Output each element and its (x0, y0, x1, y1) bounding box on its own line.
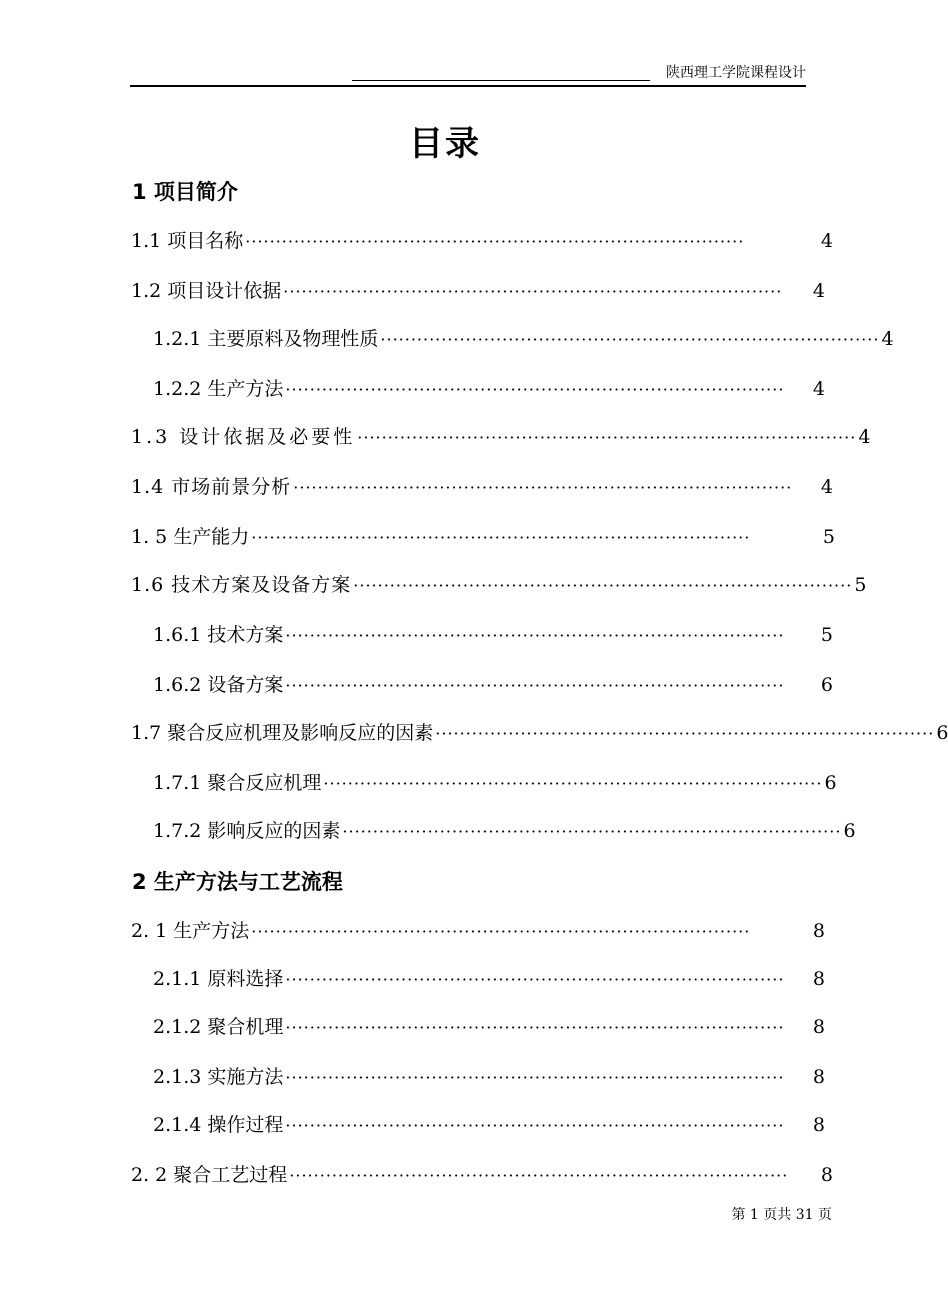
toc-entry-page: 6 (824, 772, 837, 794)
running-header: 陕西理工学院课程设计 (666, 65, 806, 81)
toc-entry-label: 2.1.4 操作过程 (153, 1114, 284, 1136)
toc-leader: ·················································································· (245, 232, 745, 251)
toc-entry-page: 8 (812, 1016, 825, 1038)
toc-leader: ·················································································· (285, 1018, 785, 1037)
toc-leader: ·················································································· (285, 970, 785, 989)
toc-entry-label: 1. 5 生产能力 (131, 526, 250, 548)
toc-entry-label: 1.4 市场前景分析 (131, 476, 292, 498)
toc-entry-page: 5 (820, 624, 833, 646)
toc-entry-label: 1.1 项目名称 (131, 230, 244, 252)
toc-leader: ·················································································· (285, 1068, 785, 1087)
toc-entry-label: 1.3 设计依据及必要性 (131, 426, 356, 448)
toc-entry-label: 2. 2 聚合工艺过程 (131, 1164, 288, 1186)
toc-entry-page: 4 (820, 476, 833, 498)
toc-entry-page: 8 (820, 1164, 833, 1186)
toc-entry-label: 1.7 聚合反应机理及影响反应的因素 (131, 722, 434, 744)
toc-leader: ·················································································· (285, 380, 785, 399)
toc-entry-label: 1.6.2 设备方案 (153, 674, 284, 696)
toc-leader: ·················································································· (289, 1166, 789, 1185)
toc-entry-page: 8 (812, 920, 825, 942)
toc-entry[interactable] (153, 670, 833, 700)
toc-entry[interactable] (131, 472, 833, 502)
toc-entry-label: 1.6.1 技术方案 (153, 624, 284, 646)
toc-entry[interactable] (131, 522, 835, 552)
toc-entry[interactable] (153, 1012, 825, 1042)
toc-entry-page: 4 (881, 328, 894, 350)
toc-entry[interactable] (153, 964, 825, 994)
toc-entry-page: 6 (820, 674, 833, 696)
toc-entry-page: 8 (812, 1066, 825, 1088)
toc-entry[interactable] (153, 620, 833, 650)
toc-leader: ·················································································· (342, 822, 842, 841)
page-footer: 第 1 页共 31 页 (731, 1207, 832, 1223)
toc-entry-page: 6 (843, 820, 856, 842)
toc-entry[interactable] (131, 570, 867, 600)
toc-section-1: 1 项目简介 (132, 180, 238, 204)
toc-section-2: 2 生产方法与工艺流程 (132, 870, 343, 894)
toc-entry-label: 2.1.3 实施方法 (153, 1066, 284, 1088)
toc-leader: ·················································································· (293, 478, 793, 497)
toc-entry[interactable] (153, 816, 856, 846)
toc-entry-page: 8 (812, 1114, 825, 1136)
toc-entry-page: 4 (812, 280, 825, 302)
toc-entry[interactable] (131, 718, 948, 748)
toc-entry-page: 5 (822, 526, 835, 548)
header-rule (130, 85, 806, 87)
toc-leader: ·················································································· (323, 774, 823, 793)
page-title: 目录 (409, 124, 481, 164)
toc-entry-page: 8 (812, 968, 825, 990)
toc-leader: ·················································································· (357, 428, 857, 447)
toc-entry-label: 2.1.2 聚合机理 (153, 1016, 284, 1038)
toc-entry-label: 1.2.1 主要原料及物理性质 (153, 328, 379, 350)
toc-entry-label: 1.6 技术方案及设备方案 (131, 574, 352, 596)
toc-leader: ·················································································· (283, 282, 783, 301)
toc-entry[interactable] (131, 422, 871, 452)
toc-entry-page: 5 (854, 574, 867, 596)
toc-leader: ·················································································· (285, 676, 785, 695)
toc-entry-label: 1.7.2 影响反应的因素 (153, 820, 341, 842)
toc-entry-page: 6 (936, 722, 948, 744)
toc-entry[interactable] (131, 916, 825, 946)
toc-leader: ·················································································· (285, 626, 785, 645)
toc-entry-label: 1.2 项目设计依据 (131, 280, 282, 302)
toc-leader: ·················································································· (380, 330, 880, 349)
toc-entry[interactable] (153, 1062, 825, 1092)
toc-entry-label: 2.1.1 原料选择 (153, 968, 284, 990)
toc-leader: ·················································································· (251, 922, 751, 941)
toc-leader: ·················································································· (285, 1116, 785, 1135)
toc-entry[interactable] (153, 1110, 825, 1140)
toc-entry-label: 1.7.1 聚合反应机理 (153, 772, 322, 794)
toc-leader: ·················································································· (353, 576, 853, 595)
toc-entry-label: 1.2.2 生产方法 (153, 378, 284, 400)
toc-entry-label: 2. 1 生产方法 (131, 920, 250, 942)
toc-leader: ·················································································· (251, 528, 751, 547)
toc-entry[interactable] (153, 324, 894, 354)
toc-entry[interactable] (131, 226, 833, 256)
toc-entry[interactable] (131, 276, 825, 306)
toc-entry[interactable] (131, 1160, 833, 1190)
toc-leader: ·················································································· (435, 724, 935, 743)
header-underline (352, 80, 650, 81)
toc-entry[interactable] (153, 374, 825, 404)
toc-entry-page: 4 (858, 426, 871, 448)
toc-entry-page: 4 (812, 378, 825, 400)
toc-entry[interactable] (153, 768, 837, 798)
toc-entry-page: 4 (820, 230, 833, 252)
